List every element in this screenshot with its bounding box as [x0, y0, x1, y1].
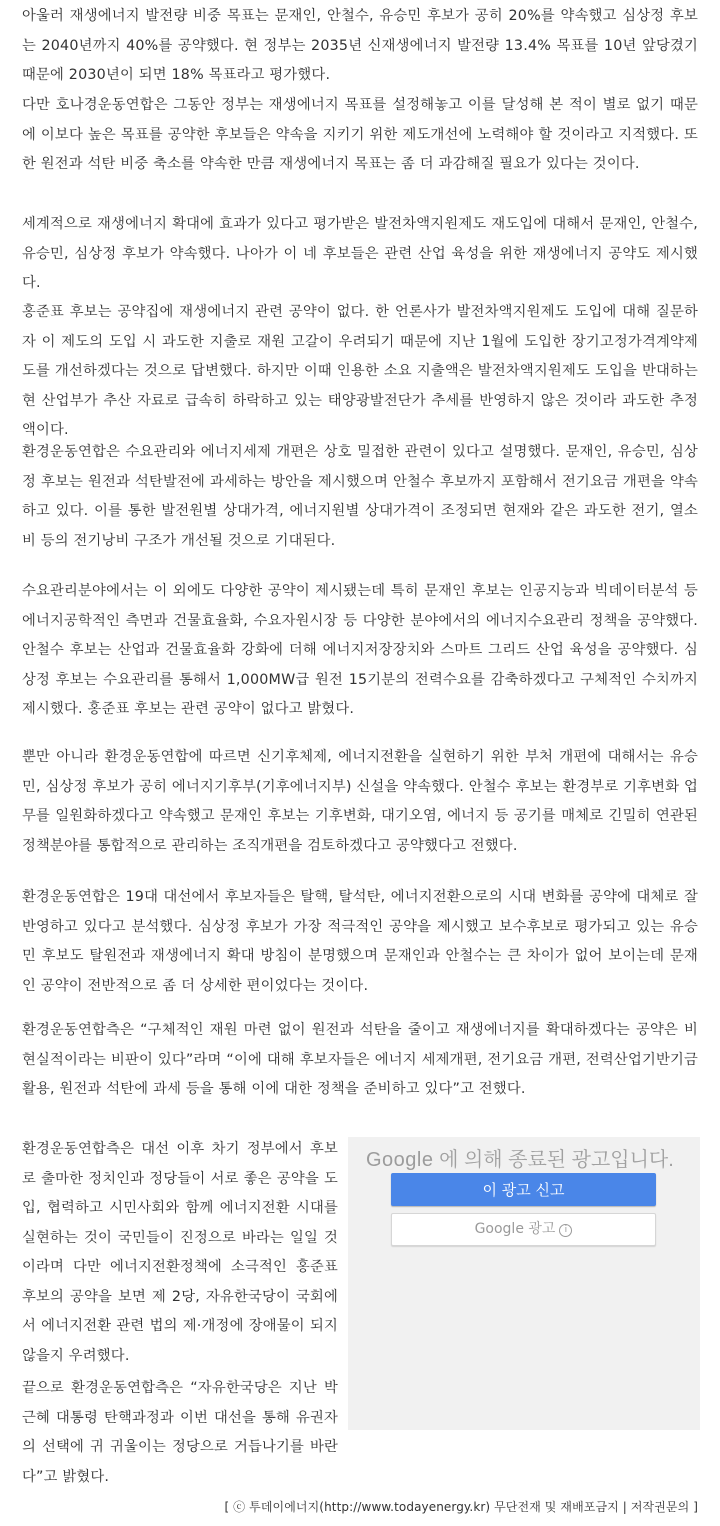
article-paragraph: 아울러 재생에너지 발전량 비중 목표는 문재인, 안철수, 유승민 후보가 공히 20%를 약속했고 심상정 후보는 2040년까지 40%를 공약했다. 현 정부는 2035년 신재생에너지 발전량 13.4% 목표를 10년 앞당겼기 때문에 2030년이 되면 18% 목표라고 평가했다.: [22, 8, 698, 83]
google-ads-label: Google 광고: [474, 1221, 556, 1237]
article-paragraph: 환경운동연합측은 대선 이후 차기 정부에서 후보로 출마한 정치인과 정당들이 서로 좋은 공약을 도입, 협력하고 시민사회와 함께 에너지전환 시대를 실현하는 것이 국민들이 진정으로 바라는 일일 것이라며 다만 에너지전환정책에 소극적인 홍준표 후보의 공약을 보면 제 2당, 자유한국당이 국회에서 에너지전환 관련 법의 제·개정에 장애물이 되지 않을지 우려했다.: [22, 1141, 338, 1364]
google-ads-button[interactable]: [391, 1213, 656, 1246]
article-paragraph: 환경운동연합은 수요관리와 에너지세제 개편은 상호 밀접한 관련이 있다고 설명했다. 문재인, 유승민, 심상정 후보는 원전과 석탄발전에 과세하는 방안을 제시했으며 안철수 후보까지 포함해서 전기요금 개편을 약속하고 있다. 이를 통한 발전원별 상대가격, 에너지원별 상대가격이 조정되면 현재와 같은 과도한 전기, 열소비 등의 전기낭비 구조가 개선될 것으로 기대된다.: [22, 444, 698, 549]
article-paragraph: 세계적으로 재생에너지 확대에 효과가 있다고 평가받은 발전차액지원제도 재도입에 대해서 문재인, 안철수, 유승민, 심상정 후보가 약속했다. 나아가 이 네 후보들은 관련 산업 육성을 위한 재생에너지 공약도 제시했다.: [22, 216, 698, 291]
google-logo: Google: [366, 1149, 434, 1171]
report-ad-button[interactable]: 이 광고 신고: [391, 1173, 656, 1206]
article-paragraph: 끝으로 환경운동연합측은 “자유한국당은 지난 박근혜 대통령 탄핵과정과 이번 대선을 통해 유권자의 선택에 귀 귀울이는 정당으로 거듭나기를 바란다”고 밝혔다.: [22, 1380, 338, 1485]
ad-closed-text: 에 의해 종료된 광고입니다.: [439, 1149, 674, 1171]
article-paragraph: 홍준표 후보는 공약집에 재생에너지 관련 공약이 없다. 한 언론사가 발전차액지원제도 도입에 대해 질문하자 이 제도의 도입 시 과도한 지출로 재원 고갈이 우려되기 때문에 지난 1월에 도입한 장기고정가격계약제도를 개선하겠다는 것으로 답변했다. 하지만 이때 인용한 소요 지출액은 발전차액지원제도 도입을 반대하는 현 산업부가 추산 자료로 급속히 하락하고 있는 태양광발전단가 추세를 반영하지 않은 것이라 과도한 추정액이다.: [22, 304, 698, 438]
ad-closed-message: [366, 1143, 696, 1177]
article-paragraph: 다만 호나경운동연합은 그동안 정부는 재생에너지 목표를 설정해놓고 이를 달성해 본 적이 별로 없기 때문에 이보다 높은 목표를 공약한 후보들은 약속을 지키기 위한 제도개선에 노력해야 할 것이라고 지적했다. 또한 원전과 석탄 비중 축소를 약속한 만큼 재생에너지 목표는 좀 더 과감해질 필요가 있다는 것이다.: [22, 97, 698, 172]
ad-container: [348, 1137, 700, 1430]
article-paragraph: 뿐만 아니라 환경운동연합에 따르면 신기후체제, 에너지전환을 실현하기 위한 부처 개편에 대해서는 유승민, 심상정 후보가 공히 에너지기후부(기후에너지부) 신설을 약속했다. 안철수 후보는 환경부로 기후변화 업무를 일원화하겠다고 약속했고 문재인 후보는 기후변화, 대기오염, 에너지 등 공기를 매체로 긴밀히 연관된 정책분야를 통합적으로 관리하는 조직개편을 검토하겠다고 공약했다고 전했다.: [22, 749, 698, 854]
article-paragraph: 환경운동연합은 19대 대선에서 후보자들은 탈핵, 탈석탄, 에너지전환으로의 시대 변화를 공약에 대체로 잘 반영하고 있다고 분석했다. 심상정 후보가 가장 적극적인 공약을 제시했고 보수후보로 평가되고 있는 유승민 후보도 탈원전과 재생에너지 확대 방침이 분명했으며 문재인과 안철수는 큰 차이가 없어 보이는데 문재인 공약이 전반적으로 좀 더 상세한 편이었다는 것이다.: [22, 889, 698, 994]
info-icon: i: [559, 1224, 572, 1237]
article-paragraph: 수요관리분야에서는 이 외에도 다양한 공약이 제시됐는데 특히 문재인 후보는 인공지능과 빅데이터분석 등 에너지공학적인 측면과 건물효율화, 수요자원시장 등 다양한 분야에서의 에너지수요관리 정책을 공약했다. 안철수 후보는 산업과 건물효율화 강화에 더해 에너지저장장치와 스마트 그리드 산업 육성을 공약했다. 심상정 후보는 수요관리를 통해서 1,000MW급 원전 15기분의 전력수요를 감축하겠다고 구체적인 수치까지 제시했다. 홍준표 후보는 관련 공약이 없다고 밝혔다.: [22, 583, 698, 717]
article-paragraph: 환경운동연합측은 “구체적인 재원 마련 없이 원전과 석탄을 줄이고 재생에너지를 확대하겠다는 공약은 비현실적이라는 비판이 있다”라며 “이에 대해 후보자들은 에너지 세제개편, 전기요금 개편, 전력산업기반기금 활용, 원전과 석탄에 과세 등을 통해 이에 대한 정책을 준비하고 있다”고 전했다.: [22, 1022, 698, 1097]
copyright-notice: [ ⓒ 투데이에너지(http://www.todayenergy.kr) 무단전재 및 재배포금지 | 저작권문의 ]: [224, 1500, 698, 1514]
